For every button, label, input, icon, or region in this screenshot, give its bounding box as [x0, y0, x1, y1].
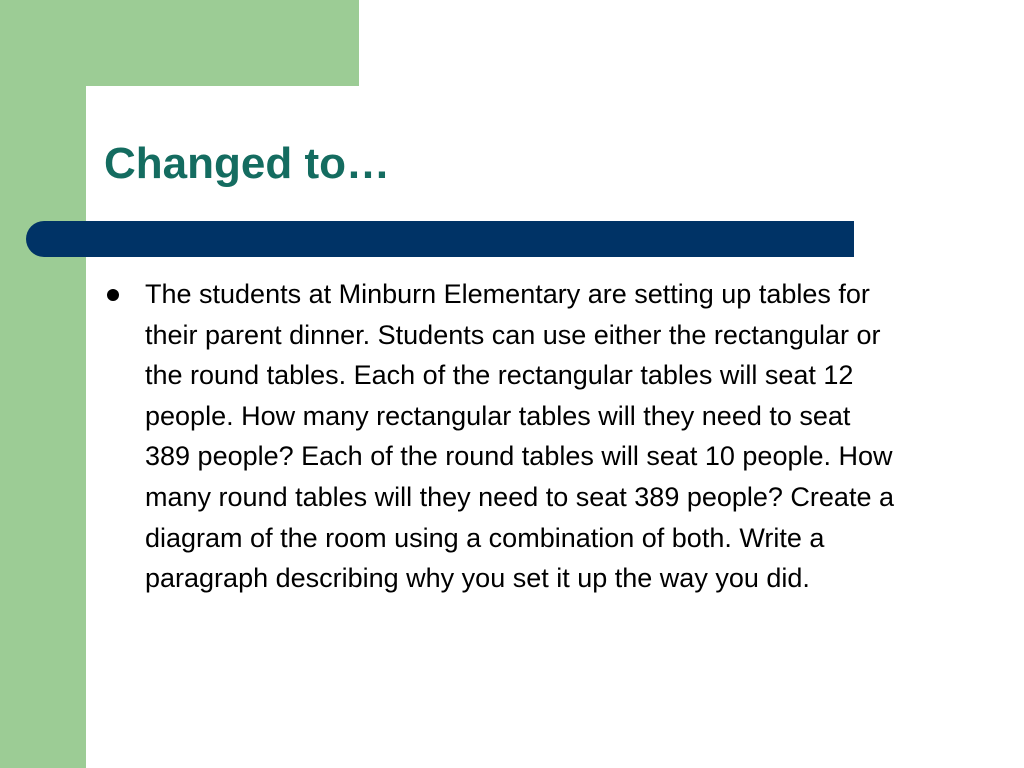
slide-title: Changed to… — [104, 139, 390, 188]
bullet-text: The students at Minburn Elementary are setting up tables for their parent dinner. Students can use either the rectangular or the round tables. Each of the rectangular tables will seat 12 people. How many rectangular tables will they need to seat 389 people? Each of the round tables will seat 10 people. How many round tables will they need to seat 389 people? Create a diagram of the room using a combination of both. Write a paragraph describing why you set it up the way you did. — [145, 279, 894, 594]
green-accent-top — [0, 0, 359, 86]
bullet-item — [104, 274, 894, 599]
green-accent-left — [0, 0, 86, 768]
title-underline-bar — [26, 221, 854, 257]
bullet-list — [104, 274, 894, 599]
bullet-dot-icon — [107, 289, 119, 301]
